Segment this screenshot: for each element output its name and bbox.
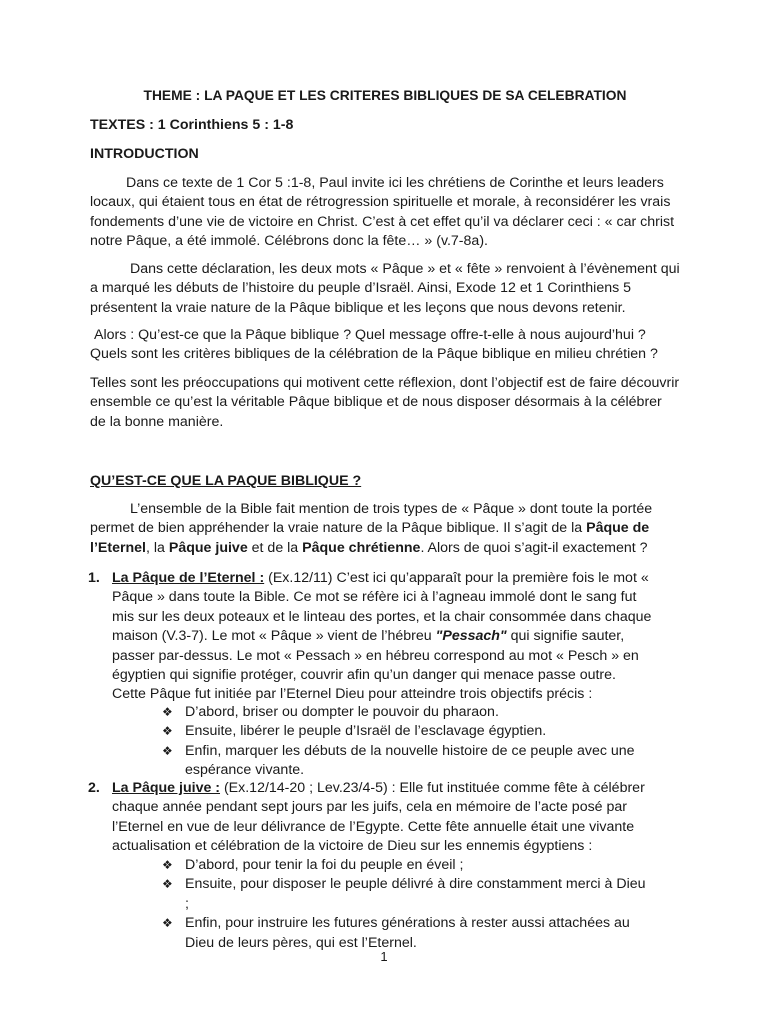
intro-paragraph-2: Dans cette déclaration, les deux mots « Pâque » et « fête » renvoient à l’évènement qui a marqué les débuts de l’histoire du peuple d’Israël. Ainsi, Exode 12 et 1 Corinthiens 5 présentent la vraie nature de la Pâque biblique et les leçons que nous devons retenir. bbox=[90, 261, 680, 316]
s1-bold-paque-juive: Pâque juive bbox=[168, 539, 248, 556]
list-item-paque-eternel bbox=[88, 569, 652, 705]
diamond-bullet-icon: ❖ bbox=[162, 724, 173, 739]
introduction-heading: INTRODUCTION bbox=[90, 146, 199, 162]
diamond-bullet-icon: ❖ bbox=[162, 916, 173, 931]
item2-bullet-list bbox=[162, 856, 652, 953]
item2-text-a: (Ex.12/14-20 ; Lev.23/4-5) : Elle fut instituée comme fête à célébrer chaque année pendant sept jours par les juifs, cela en mémoire de l’acte posé par l’Eternel en vue de leur délivrance de l’Egypte. Cette fête annuelle était une vivante actualisation et célébration de la victoire de Dieu sur les ennemis égyptiens : bbox=[112, 780, 645, 855]
list-item: ❖ D’abord, briser ou dompter le pouvoir du pharaon. bbox=[162, 703, 652, 722]
s1-text-e: et de la bbox=[247, 539, 303, 556]
list-item: ❖ Ensuite, libérer le peuple d’Israël de l’esclavage égyptien. bbox=[162, 722, 652, 741]
item1-bullet-list bbox=[162, 703, 652, 781]
list-item: ❖ D’abord, pour tenir la foi du peuple en éveil ; bbox=[162, 856, 652, 875]
list-number: 1. bbox=[88, 570, 100, 586]
item1-pessach: "Pessach" bbox=[435, 628, 507, 645]
list-item: ❖ Ensuite, pour disposer le peuple délivré à dire constamment merci à Dieu ; bbox=[162, 876, 646, 912]
section-heading-paque-biblique: QU’EST-CE QUE LA PAQUE BIBLIQUE ? bbox=[90, 473, 362, 489]
intro-paragraph-1: Dans ce texte de 1 Cor 5 :1-8, Paul invite ici les chrétiens de Corinthe et leurs leaders locaux, qui étaient tous en état de rétrogression spirituelle et morale, à reconsidérer les vrais fondements d’une vie de victoire en Christ. C’est à cet effet qu’il va déclarer ceci : « car christ notre Pâque, a été immolé. Célébrons donc la fête… » (v.7-8a). bbox=[90, 175, 675, 250]
item1-label: La Pâque de l’Eternel : bbox=[112, 570, 265, 586]
s1-bold-paque-eternel: Pâque de l’Eternel bbox=[90, 520, 650, 556]
item2-label: La Pâque juive : bbox=[112, 780, 221, 796]
diamond-bullet-icon: ❖ bbox=[162, 858, 173, 872]
list-item: ❖ Enfin, pour instruire les futures générations à rester aussi attachées au Dieu de leurs pères, qui est l’Eternel. bbox=[162, 915, 630, 951]
item1-text-a: (Ex.12/11) C’est ici qu’apparaît pour la première fois le mot « Pâque » dans toute la Bible. Ce mot se réfère ici à l’agneau immolé dont le sang fut mis sur les deux poteaux et le linteau des portes, et la chair consommée dans chaque maison (V.3-7). Le mot « Pâque » vient de l’hébreu bbox=[112, 570, 652, 645]
intro-paragraph-4: Telles sont les préoccupations qui motivent cette réflexion, dont l’objectif est de faire découvrir ensemble ce qu’est la véritable Pâque biblique et de nous disposer désormais à la célébrer de la bonne manière. bbox=[90, 375, 680, 430]
s1-text-a: L’ensemble de la Bible fait mention de trois types de « Pâque » dont toute la portée permet de bien appréhender la vraie nature de la Pâque biblique. Il s’agit de la bbox=[90, 501, 653, 537]
diamond-bullet-icon: ❖ bbox=[162, 743, 173, 758]
s1-text-c: , la bbox=[145, 539, 169, 556]
list-item-paque-juive bbox=[88, 779, 652, 857]
item1-body bbox=[112, 569, 652, 705]
diamond-bullet-icon: ❖ bbox=[162, 877, 173, 892]
page-number: 1 bbox=[380, 949, 388, 964]
diamond-bullet-icon: ❖ bbox=[162, 705, 173, 719]
list-item: ❖ Enfin, marquer les débuts de la nouvelle histoire de ce peuple avec une espérance vivante. bbox=[162, 742, 635, 779]
item2-body bbox=[112, 779, 652, 857]
section1-paragraph bbox=[90, 500, 680, 558]
document-title: THEME : LA PAQUE ET LES CRITERES BIBLIQUES DE SA CELEBRATION bbox=[143, 88, 627, 103]
s1-bold-paque-chretienne: Pâque chrétienne bbox=[302, 539, 421, 556]
texts-reference: TEXTES : 1 Corinthiens 5 : 1-8 bbox=[90, 117, 294, 133]
s1-text-g: . Alors de quoi s’agit-il exactement ? bbox=[420, 539, 648, 556]
list-number: 2. bbox=[88, 780, 100, 796]
item1-text-b: qui signifie sauter, passer par-dessus. Le mot « Pessach » en hébreu correspond au mot « Pesch » en égyptien qui signifie protéger, couvrir afin qu’un danger qui menace passe outre. Cette Pâque fut initiée par l’Eternel Dieu pour atteindre trois objectifs précis : bbox=[112, 628, 639, 703]
intro-paragraph-3: Alors : Qu’est-ce que la Pâque biblique ? Quel message offre-t-elle à nous aujourd’hui ? Quels sont les critères bibliques de la célébration de la Pâque biblique en milieu chrétien ? bbox=[90, 327, 658, 363]
